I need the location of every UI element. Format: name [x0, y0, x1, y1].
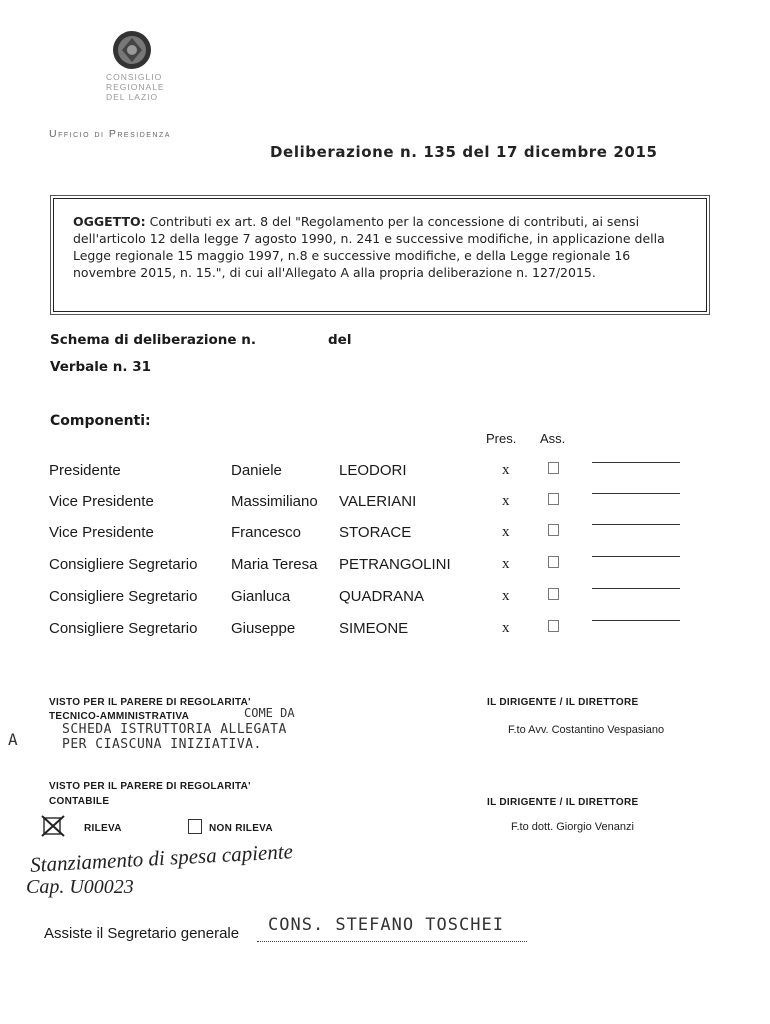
technical-signer: F.to Avv. Costantino Vespasiano — [508, 724, 665, 736]
last-name: SIMEONE — [339, 620, 409, 637]
accounting-signer: F.to dott. Giorgio Venanzi — [511, 821, 634, 833]
signature-line — [592, 462, 680, 463]
role: Consigliere Segretario — [49, 556, 198, 573]
first-name: Massimiliano — [231, 493, 318, 510]
council-logo-icon — [112, 30, 152, 70]
component-row — [0, 524, 770, 548]
rileva-label: RILEVA — [84, 823, 122, 834]
role: Vice Presidente — [49, 524, 154, 541]
office-name: Ufficio di Presidenza — [49, 128, 171, 140]
deliberation-title: Deliberazione n. 135 del 17 dicembre 2015 — [270, 143, 658, 161]
component-row — [0, 556, 770, 580]
first-name: Daniele — [231, 462, 282, 479]
pres-header: Pres. — [486, 431, 517, 446]
last-name: QUADRANA — [339, 588, 425, 605]
absent-checkbox[interactable] — [548, 556, 559, 568]
non-rileva-checkbox[interactable] — [188, 819, 202, 834]
last-name: PETRANGOLINI — [339, 556, 451, 573]
first-name: Gianluca — [231, 588, 291, 605]
present-mark: x — [502, 556, 510, 572]
component-row — [0, 588, 770, 612]
subject-text — [73, 213, 687, 281]
last-name: VALERIANI — [339, 493, 417, 510]
accounting-signer-title: IL DIRIGENTE / IL DIRETTORE — [487, 797, 639, 808]
present-mark: x — [502, 588, 510, 604]
schema-del-label: del — [328, 332, 352, 348]
accounting-handwritten-2: Cap. U00023 — [26, 876, 134, 898]
technical-opinion-line1: VISTO PER IL PARERE DI REGOLARITA' — [49, 697, 251, 708]
components-title: Componenti: — [50, 413, 151, 429]
first-name: Giuseppe — [231, 620, 296, 637]
absent-checkbox[interactable] — [548, 620, 559, 632]
signature-line — [592, 524, 680, 525]
signature-line — [592, 556, 680, 557]
signature-line — [592, 620, 680, 621]
role: Presidente — [49, 462, 121, 479]
technical-signer-title: IL DIRIGENTE / IL DIRETTORE — [487, 697, 639, 708]
role: Consigliere Segretario — [49, 620, 198, 637]
accounting-opinion-line1: VISTO PER IL PARERE DI REGOLARITA' — [49, 781, 251, 792]
accounting-handwritten-1: Stanziamento di spesa capiente — [29, 839, 294, 877]
technical-handwritten-1: COME DA — [244, 706, 295, 720]
accounting-opinion-line2: CONTABILE — [49, 796, 110, 807]
present-mark: x — [502, 462, 510, 478]
absent-checkbox[interactable] — [548, 462, 559, 474]
secretary-label: Assiste il Segretario generale — [44, 925, 240, 942]
absent-checkbox[interactable] — [548, 588, 559, 600]
secretary-handwritten: CONS. STEFANO TOSCHEI — [268, 915, 504, 935]
org-name: CONSIGLIO REGIONALE DEL LAZIO — [106, 72, 165, 102]
first-name: Maria Teresa — [231, 556, 318, 573]
secretary-dotted-line — [257, 941, 527, 942]
component-row — [0, 493, 770, 517]
last-name: STORACE — [339, 524, 412, 541]
present-mark: x — [502, 493, 510, 509]
absent-checkbox[interactable] — [548, 524, 559, 536]
last-name: LEODORI — [339, 462, 407, 479]
present-mark: x — [502, 620, 510, 636]
absent-checkbox[interactable] — [548, 493, 559, 505]
ass-header: Ass. — [540, 431, 566, 446]
signature-line — [592, 588, 680, 589]
verbale-label: Verbale n. 31 — [50, 359, 152, 375]
rileva-checkbox-checked[interactable] — [40, 814, 66, 838]
technical-handwritten-2: SCHEDA ISTRUTTORIA ALLEGATA — [62, 722, 287, 737]
subject-body: Contributi ex art. 8 del "Regolamento per la concessione di contributi, ai sensi dell'articolo 12 della legge 7 agosto 1990, n. 241 e successive modifiche, in applicazione della Legge regionale 15 maggio 1997, n.8 e successive modifiche, e della Legge regionale 16 novembre 2015, n. 15.", di cui all'Allegato A alla propria deliberazione n. 127/2015. — [73, 214, 665, 280]
margin-note: A — [8, 730, 18, 749]
technical-opinion-line2: TECNICO-AMMINISTRATIVA — [49, 711, 190, 722]
component-row — [0, 462, 770, 486]
schema-label: Schema di deliberazione n. — [50, 332, 256, 348]
technical-handwritten-3: PER CIASCUNA INIZIATIVA. — [62, 737, 262, 752]
role: Vice Presidente — [49, 493, 154, 510]
component-row — [0, 620, 770, 644]
present-mark: x — [502, 524, 510, 540]
non-rileva-label: NON RILEVA — [209, 823, 273, 834]
role: Consigliere Segretario — [49, 588, 198, 605]
first-name: Francesco — [231, 524, 302, 541]
subject-label: OGGETTO: — [73, 214, 146, 229]
signature-line — [592, 493, 680, 494]
